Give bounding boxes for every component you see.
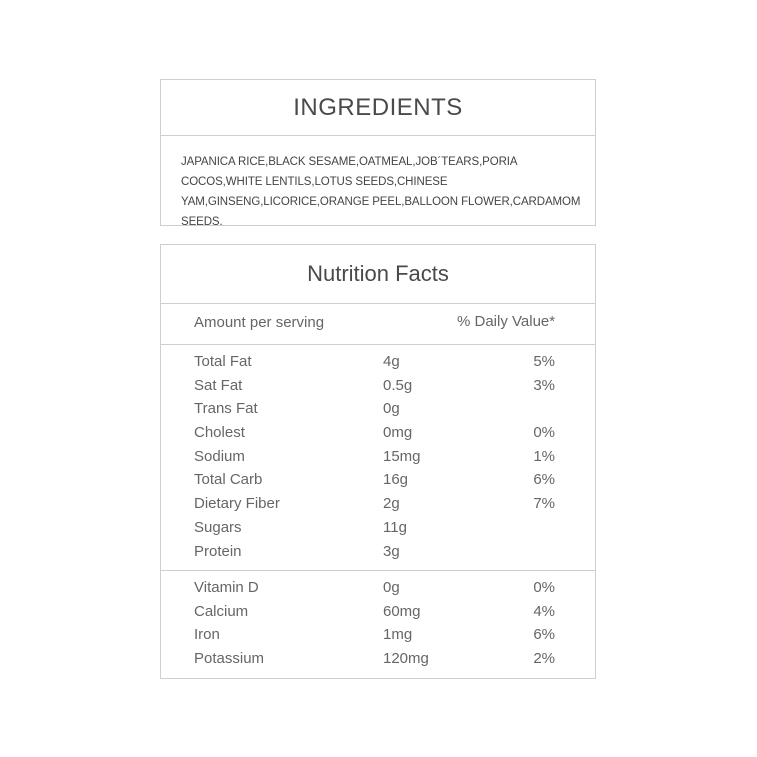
nutrition-header-row — [161, 304, 595, 345]
vitamin-row — [161, 579, 595, 603]
nutrient-daily-value: 6% — [533, 471, 555, 489]
vitamin-amount: 60mg — [383, 602, 421, 620]
nutrient-amount: 4g — [383, 353, 400, 370]
nutrient-daily-value: 3% — [533, 376, 555, 394]
nutrient-row — [161, 495, 595, 519]
nutrient-amount: 15mg — [383, 447, 421, 465]
nutrient-row — [161, 519, 595, 543]
nutrient-name: Total Fat — [194, 353, 252, 370]
nutrient-daily-value: 5% — [533, 353, 555, 370]
nutrient-amount: 0g — [383, 400, 400, 418]
nutrition-title: Nutrition Facts — [161, 245, 595, 304]
nutrition-facts-panel — [160, 244, 596, 679]
vitamin-daily-value: 2% — [533, 650, 555, 668]
nutrient-row — [161, 400, 595, 424]
vitamin-name: Potassium — [194, 650, 265, 668]
vitamin-row — [161, 650, 595, 674]
nutrient-row — [161, 424, 595, 448]
vitamin-daily-value: 4% — [533, 602, 555, 620]
nutrient-row — [161, 353, 595, 377]
nutrient-amount: 3g — [383, 542, 400, 560]
nutrient-row — [161, 543, 595, 567]
nutrient-name: Sat Fat — [194, 376, 243, 394]
vitamin-section — [161, 571, 595, 674]
amount-per-serving-label: Amount per serving — [194, 314, 325, 331]
vitamin-daily-value: 6% — [533, 626, 555, 644]
ingredients-title: INGREDIENTS — [161, 80, 595, 136]
nutrient-row — [161, 377, 595, 401]
vitamin-row — [161, 603, 595, 627]
daily-value-label: % Daily Value* — [457, 313, 556, 330]
nutrient-amount: 2g — [383, 495, 400, 513]
nutrient-name: Total Carb — [194, 471, 263, 489]
nutrient-row — [161, 448, 595, 472]
vitamin-amount: 120mg — [383, 650, 429, 668]
nutrient-name: Protein — [194, 542, 242, 560]
nutrient-daily-value: 1% — [533, 447, 555, 465]
vitamin-amount: 1mg — [383, 626, 413, 644]
ingredients-panel — [160, 79, 596, 226]
vitamin-amount: 0g — [383, 579, 400, 596]
nutrient-row — [161, 471, 595, 495]
nutrient-daily-value: 0% — [533, 424, 555, 442]
nutrient-amount: 0.5g — [383, 376, 413, 394]
nutrient-amount: 0mg — [383, 424, 413, 442]
vitamin-daily-value: 0% — [533, 579, 555, 596]
vitamin-name: Iron — [194, 626, 220, 644]
nutrient-name: Sodium — [194, 447, 245, 465]
vitamin-row — [161, 626, 595, 650]
nutrient-amount: 11g — [383, 518, 407, 536]
nutrient-amount: 16g — [383, 471, 409, 489]
vitamin-name: Calcium — [194, 602, 249, 620]
vitamin-name: Vitamin D — [194, 579, 259, 596]
nutrient-section — [161, 345, 595, 571]
nutrient-name: Dietary Fiber — [194, 495, 280, 513]
nutrient-daily-value: 7% — [533, 495, 555, 513]
ingredients-list: JAPANICA RICE,BLACK SESAME,OATMEAL,JOB´TEARS,PORIA COCOS,WHITE LENTILS,LOTUS SEEDS,CHINESE YAM,GINSENG,LICORICE,ORANGE PEEL,BALLOON FLOWER,CARDAMOM SEEDS. — [181, 156, 581, 228]
nutrient-name: Sugars — [194, 518, 242, 536]
nutrient-name: Trans Fat — [194, 400, 258, 418]
nutrient-name: Cholest — [194, 424, 245, 442]
